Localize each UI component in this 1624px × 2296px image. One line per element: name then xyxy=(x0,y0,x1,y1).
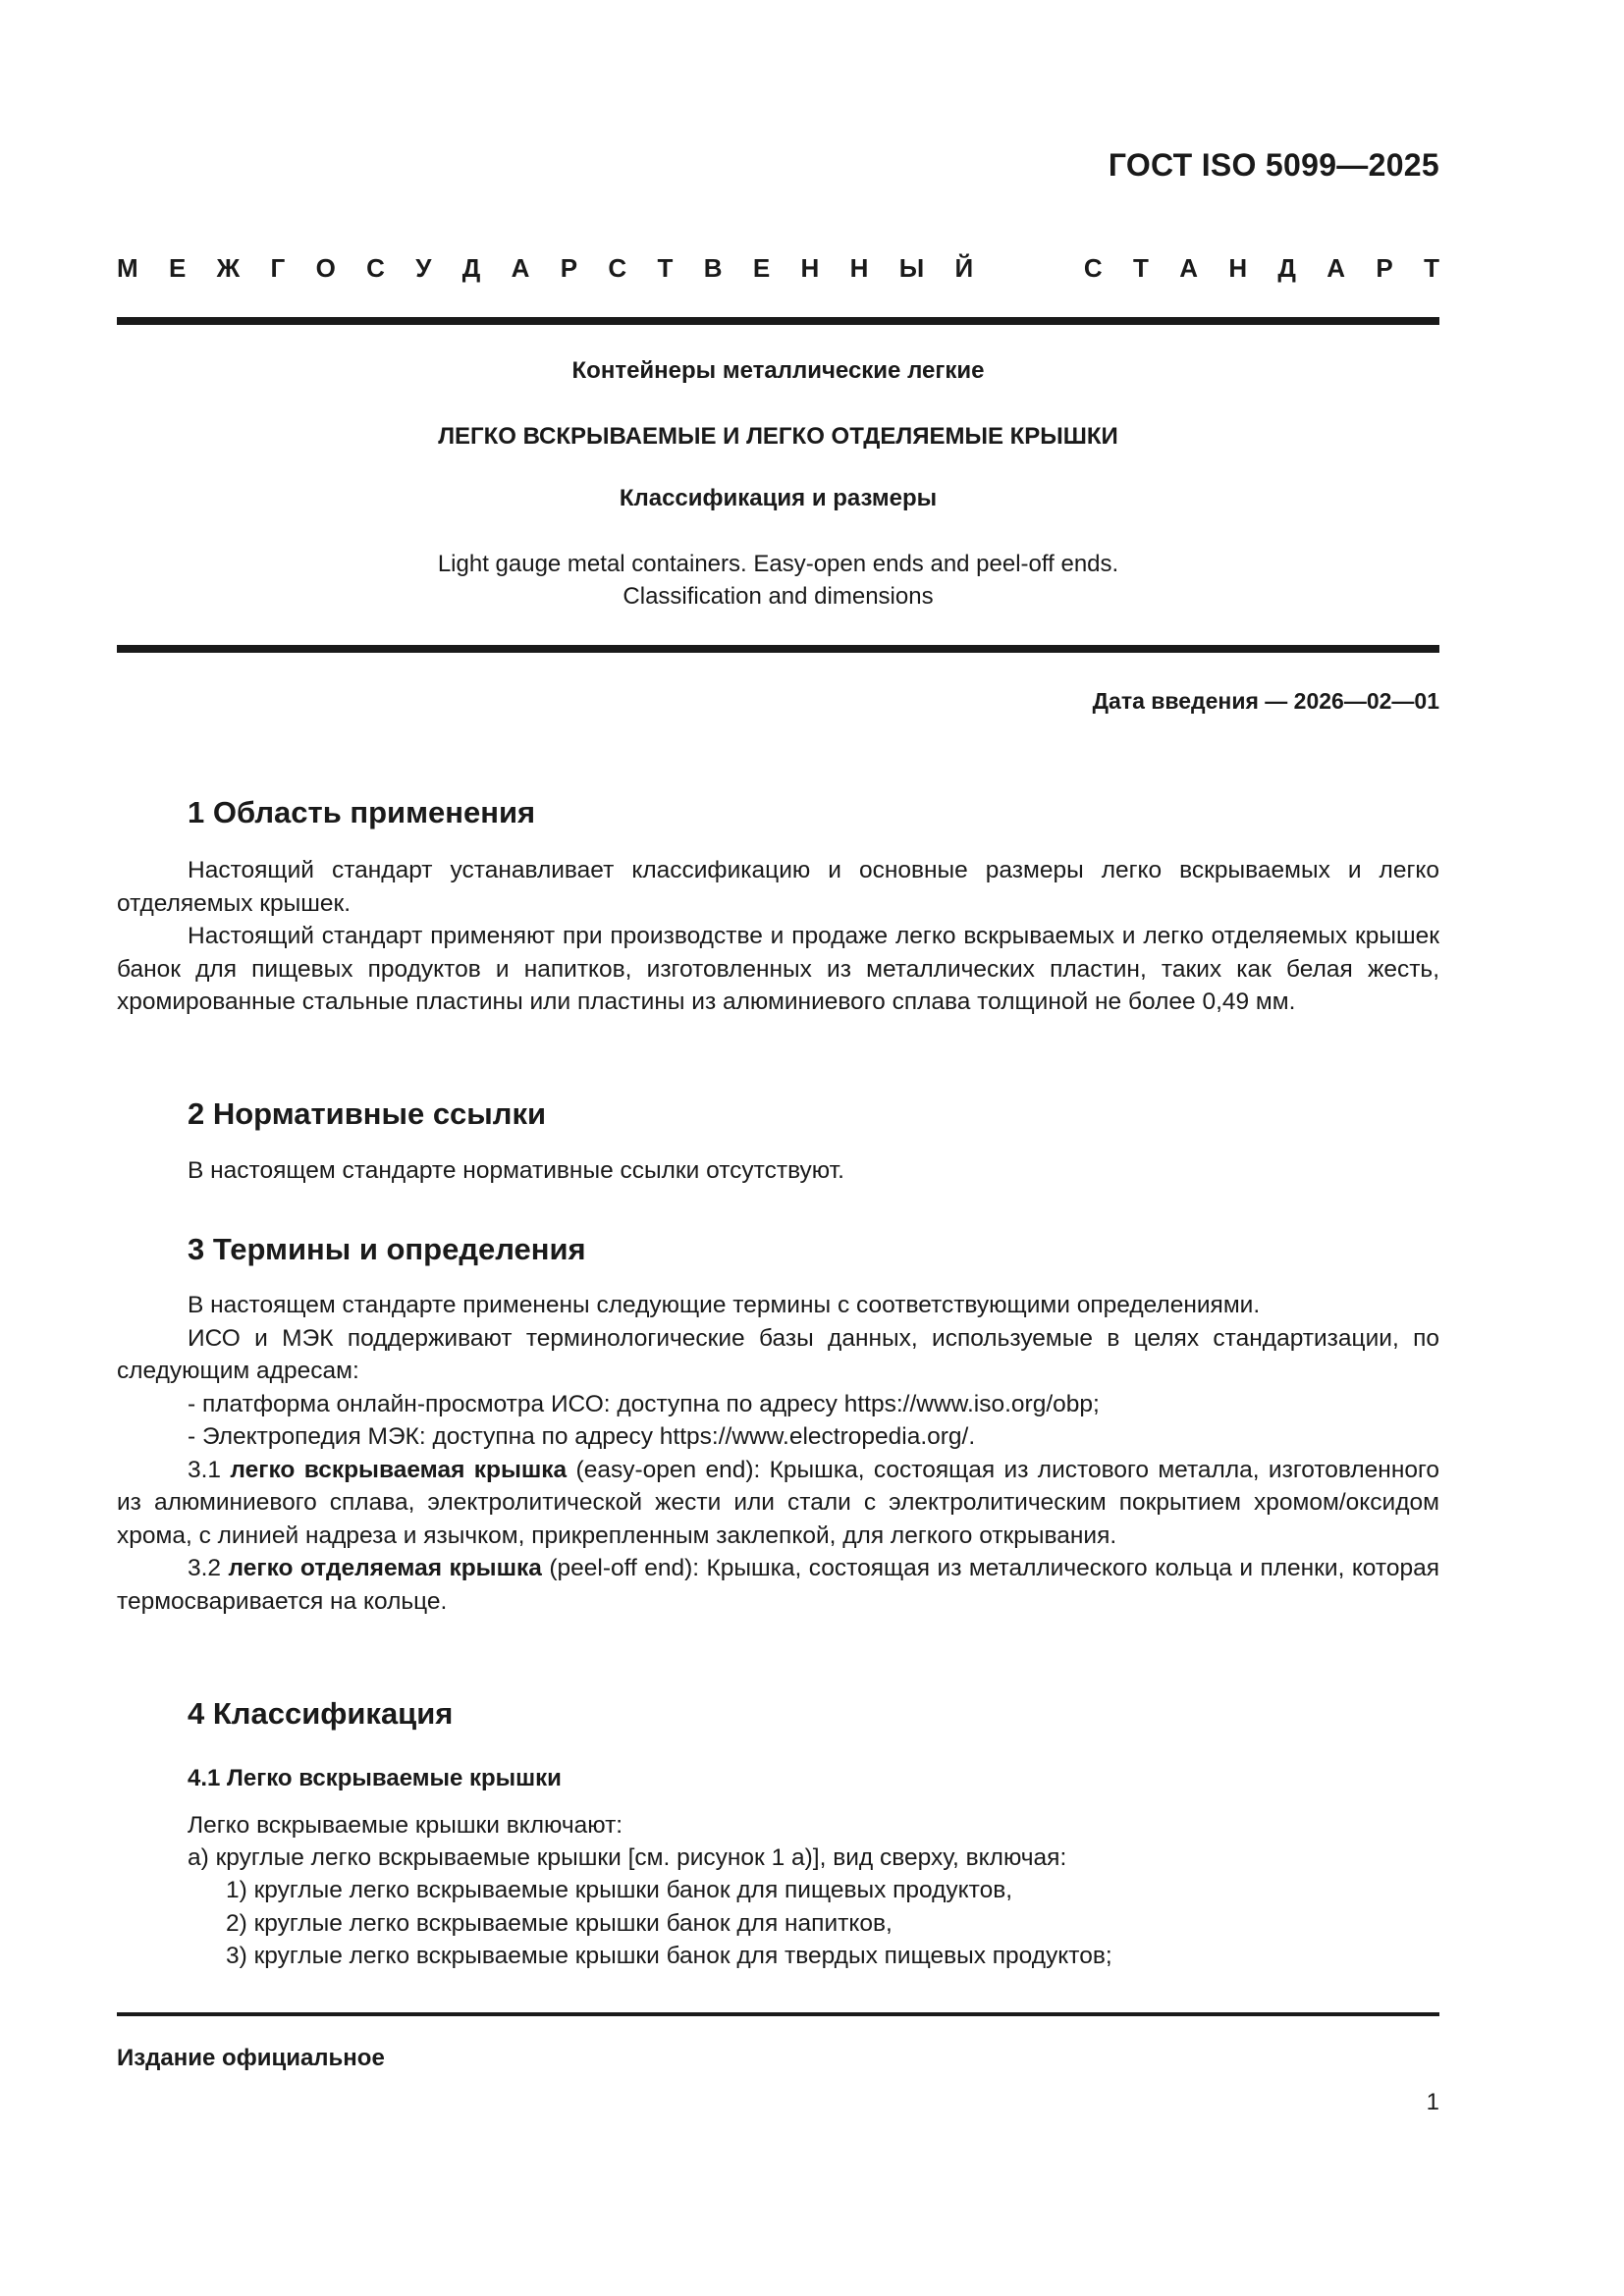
list-item-1: 1) круглые легко вскрываемые крышки банок для пищевых продуктов, xyxy=(226,1877,1013,1903)
banner-letter: С xyxy=(366,253,385,283)
section-2-paragraph-1: В настоящем стандарте нормативные ссылки отсутствуют. xyxy=(188,1157,844,1184)
section-3-paragraph-1: В настоящем стандарте применены следующие термины с соответствующими определениями. xyxy=(188,1292,1261,1318)
banner-letter: А xyxy=(511,253,530,283)
term-3-1 xyxy=(117,1454,1439,1553)
list-item-3: 3) круглые легко вскрываемые крышки банок для твердых пищевых продуктов; xyxy=(226,1943,1112,1969)
section-3-body xyxy=(117,1289,1439,1618)
term-3-1-number: 3.1 xyxy=(188,1456,231,1483)
banner-letter: Т xyxy=(1424,253,1439,283)
section-3-dash-item-2: - Электропедия МЭК: доступна по адресу https://www.electropedia.org/. xyxy=(188,1423,976,1450)
title-line-2: ЛЕГКО ВСКРЫВАЕМЫЕ И ЛЕГКО ОТДЕЛЯЕМЫЕ КРЫШКИ xyxy=(438,423,1118,450)
banner-letter: О xyxy=(315,253,336,283)
section-3-dash-item-1: - платформа онлайн-просмотра ИСО: доступна по адресу https://www.iso.org/obp; xyxy=(188,1390,1100,1417)
list-item-a: а) круглые легко вскрываемые крышки [см. рисунок 1 а)], вид сверху, включая: xyxy=(188,1844,1067,1871)
banner-letter: Н xyxy=(1228,253,1248,283)
official-edition-label: Издание официальное xyxy=(117,2045,385,2071)
banner-letter: С xyxy=(1083,253,1103,283)
banner-letter: Р xyxy=(1376,253,1393,283)
section-3-paragraph-2: ИСО и МЭК поддерживают терминологические базы данных, используемые в целях стандартизации, по следующим адресам: xyxy=(117,1324,1439,1384)
document-number: ГОСТ ISO 5099—2025 xyxy=(1108,147,1439,183)
term-3-2 xyxy=(117,1552,1439,1618)
middle-rule xyxy=(117,645,1439,653)
bottom-rule xyxy=(117,2012,1439,2016)
banner-letter: А xyxy=(1326,253,1346,283)
section-4-1-intro: Легко вскрываемые крышки включают: xyxy=(188,1812,623,1839)
page-number: 1 xyxy=(1426,2089,1439,2115)
term-3-2-definition: (peel-off end): Крышка, состоящая из металлического кольца и пленки, которая термосваривается на кольце. xyxy=(117,1555,1439,1615)
section-1-paragraph-1: Настоящий стандарт устанавливает классификацию и основные размеры легко вскрываемых и легко отделяемых крышек. xyxy=(117,857,1439,917)
banner-letter: Д xyxy=(461,253,481,283)
banner-letter: Г xyxy=(270,253,286,283)
interstate-standard-banner xyxy=(117,253,1439,284)
list-item-2: 2) круглые легко вскрываемые крышки банок для напитков, xyxy=(226,1910,893,1937)
banner-letter: Н xyxy=(800,253,820,283)
banner-letter: Ж xyxy=(216,253,241,283)
section-1-heading: 1 Область применения xyxy=(188,795,536,829)
section-2-heading: 2 Нормативные ссылки xyxy=(188,1096,547,1131)
term-3-1-term: легко вскрываемая крышка xyxy=(230,1456,568,1483)
banner-letter: М xyxy=(117,253,138,283)
banner-letter: А xyxy=(1179,253,1198,283)
banner-letter: Й xyxy=(954,253,974,283)
english-title xyxy=(117,548,1439,613)
banner-letter: Ы xyxy=(898,253,925,283)
term-3-1-definition: (easy-open end): Крышка, состоящая из листового металла, изготовленного из алюминиевого сплава, электролитической жести или стали с электролитическим покрытием хромом/оксидом хрома, с линией надреза и язычком, прикрепленным заклепкой, для легкого открывания. xyxy=(117,1456,1439,1549)
banner-letter: Н xyxy=(849,253,869,283)
term-3-2-number: 3.2 xyxy=(188,1555,229,1581)
banner-letter: У xyxy=(415,253,432,283)
title-line-3: Классификация и размеры xyxy=(619,485,938,511)
title-line-1: Контейнеры металлические легкие xyxy=(571,357,985,384)
banner-letter: Е xyxy=(169,253,187,283)
section-4-1-heading: 4.1 Легко вскрываемые крышки xyxy=(188,1765,562,1791)
section-1-paragraph-2: Настоящий стандарт применяют при производстве и продаже легко вскрываемых и легко отделяемых крышек банок для пищевых продуктов и напитков, изготовленных из металлических пластин, таких как белая жесть, хромированные стальные пластины или пластины из алюминиевого сплава толщиной не более 0,49 мм. xyxy=(117,923,1439,1015)
section-4-heading: 4 Классификация xyxy=(188,1696,454,1731)
section-1-body xyxy=(117,854,1439,1019)
banner-word-gap xyxy=(1004,253,1054,284)
term-3-2-term: легко отделяемая крышка xyxy=(228,1555,542,1581)
banner-letter: Е xyxy=(752,253,771,283)
english-title-line-1: Light gauge metal containers. Easy-open ends and peel-off ends. xyxy=(437,551,1119,577)
section-3-heading: 3 Термины и определения xyxy=(188,1232,586,1266)
banner-letter: Т xyxy=(1132,253,1149,283)
banner-letter: С xyxy=(608,253,627,283)
introduction-date: Дата введения — 2026—02—01 xyxy=(1092,688,1439,714)
section-2-body xyxy=(117,1154,1439,1188)
english-title-line-2: Classification and dimensions xyxy=(623,583,934,610)
top-rule xyxy=(117,317,1439,325)
banner-letter: Р xyxy=(560,253,578,283)
banner-letter: В xyxy=(703,253,723,283)
banner-letter: Д xyxy=(1277,253,1296,283)
banner-letter: Т xyxy=(657,253,674,283)
